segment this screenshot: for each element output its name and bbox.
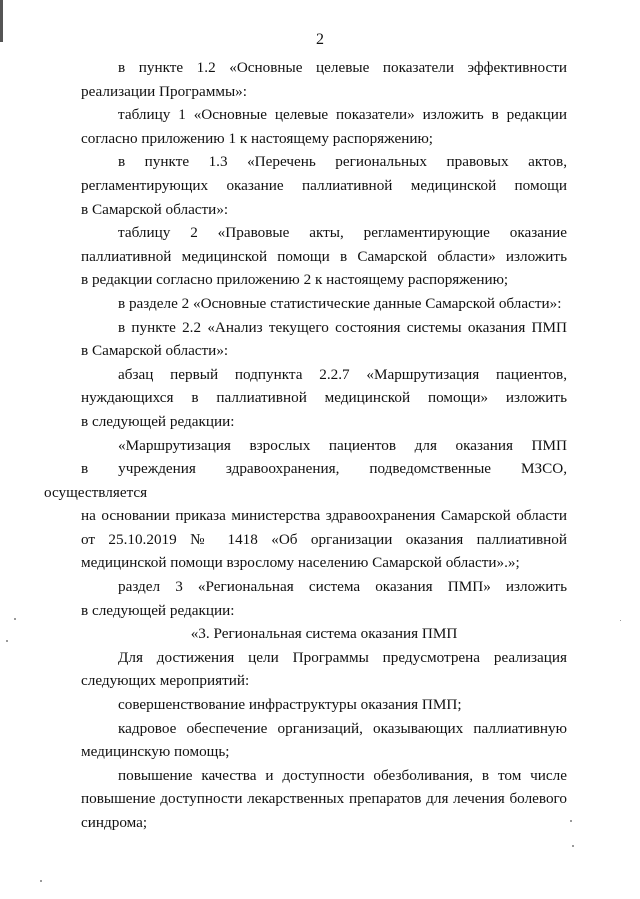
paragraph-1 <box>81 56 567 103</box>
scan-speck <box>620 620 621 621</box>
paragraph-12 <box>81 717 567 764</box>
paragraph-line: Для достижения цели Программы предусмотрена реализация <box>118 648 567 666</box>
paragraph-10 <box>81 646 567 693</box>
paragraph-line: абзац первый подпункта 2.2.7 «Маршрутизация пациентов, <box>118 365 567 383</box>
scan-speck <box>570 820 572 822</box>
paragraph-line: в редакции согласно приложению 2 к настоящему распоряжению; <box>81 271 509 289</box>
paragraph-line: в разделе 2 «Основные статистические данные Самарской области»: <box>118 294 562 312</box>
paragraph-line: от 25.10.2019 № 1418 «Об организации оказания паллиативной <box>81 530 567 548</box>
paragraph-line: регламентирующих оказание паллиативной медицинской помощи <box>81 176 567 194</box>
paragraph-line: медицинскую помощь; <box>81 743 230 761</box>
paragraph-9 <box>81 575 567 622</box>
paragraph-line: синдрома; <box>81 814 148 831</box>
paragraph-line: раздел 3 «Региональная система оказания ПМП» изложить <box>118 578 567 596</box>
paragraph-7 <box>81 363 567 434</box>
scan-speck <box>6 640 8 642</box>
paragraph-line: совершенствование инфраструктуры оказания ПМП; <box>118 696 462 714</box>
paragraph-3 <box>81 150 567 221</box>
paragraph-line: «Маршрутизация взрослых пациентов для оказания ПМП <box>118 436 567 454</box>
paragraph-line: нуждающихся в паллиативной медицинской помощи» изложить <box>81 389 567 407</box>
paragraph-11 <box>81 693 567 717</box>
paragraph-4 <box>81 221 567 292</box>
section-heading: «3. Региональная система оказания ПМП <box>190 625 458 643</box>
paragraph-line: кадровое обеспечение организаций, оказывающих паллиативную <box>118 719 567 737</box>
paragraph-8-quoted <box>44 434 567 576</box>
paragraph-line: следующих мероприятий: <box>81 672 250 690</box>
paragraph-13 <box>81 764 567 835</box>
scan-speck <box>572 845 574 847</box>
paragraph-line: медицинской помощи взрослому населению Самарской области».»; <box>81 554 520 572</box>
scan-speck <box>40 880 42 882</box>
paragraph-6 <box>81 316 567 363</box>
paragraph-line: в следующей редакции: <box>81 412 235 430</box>
paragraph-line: паллиативной медицинской помощи в Самарской области» изложить <box>81 247 567 265</box>
paragraph-line: в Самарской области»: <box>81 342 229 360</box>
scan-speck <box>14 618 16 620</box>
paragraph-line: на основании приказа министерства здравоохранения Самарской области <box>81 507 567 525</box>
paragraph-line: в следующей редакции: <box>81 601 235 619</box>
paragraph-line: таблицу 2 «Правовые акты, регламентирующие оказание <box>118 224 567 242</box>
paragraph-line: согласно приложению 1 к настоящему распоряжению; <box>81 129 434 147</box>
paragraph-line: реализации Программы»: <box>81 82 247 100</box>
paragraph-line: повышение качества и доступности обезболивания, в том числе <box>118 766 567 784</box>
paragraph-line: в учреждения здравоохранения, подведомственные МЗСО, осуществляется <box>44 460 567 501</box>
page-number: 2 <box>316 31 324 48</box>
paragraph-line: повышение доступности лекарственных препаратов для лечения болевого <box>81 790 567 808</box>
paragraph-2 <box>81 103 567 150</box>
paragraph-line: в пункте 1.3 «Перечень региональных правовых актов, <box>118 153 567 171</box>
paragraph-line: в Самарской области»: <box>81 200 229 218</box>
paragraph-line: таблицу 1 «Основные целевые показатели» изложить в редакции <box>118 106 567 124</box>
paragraph-5 <box>81 292 567 316</box>
document-body <box>44 56 567 835</box>
paragraph-line: в пункте 2.2 «Анализ текущего состояния системы оказания ПМП <box>118 318 567 336</box>
paragraph-line: в пункте 1.2 «Основные целевые показатели эффективности <box>118 59 567 76</box>
